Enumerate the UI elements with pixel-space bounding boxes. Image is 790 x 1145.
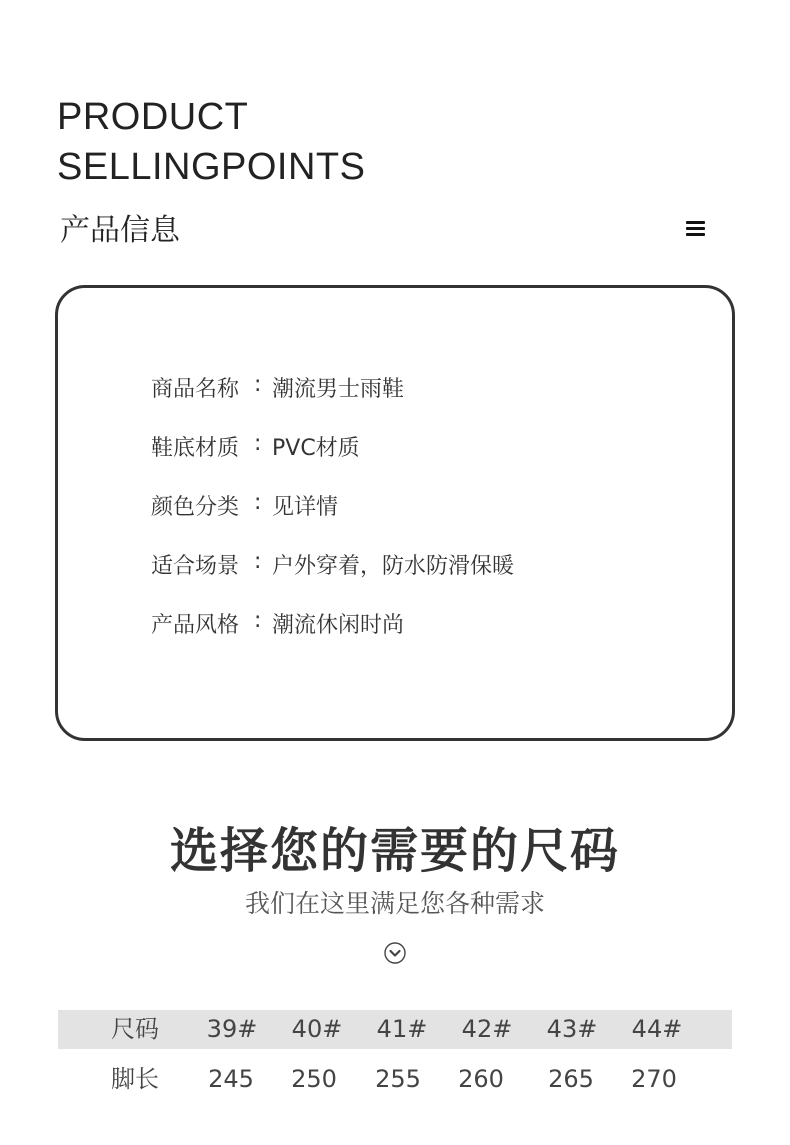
product-info-card [55, 285, 735, 741]
info-colon: : [254, 608, 262, 633]
info-row [151, 372, 514, 431]
size-table-header-row [58, 1010, 732, 1049]
info-key: 鞋底材质 [151, 436, 240, 461]
info-row [151, 490, 514, 549]
size-table [58, 1010, 732, 1099]
size-table-length-row [58, 1060, 732, 1099]
length-cell: 250 [291, 1065, 337, 1093]
info-row [151, 549, 514, 608]
title-line-sellingpoints: SELLINGPOINTS [57, 146, 366, 188]
size-header-label: 尺码 [111, 1015, 159, 1043]
length-row-label: 脚长 [111, 1065, 159, 1093]
menu-icon[interactable] [686, 221, 705, 237]
info-colon: : [254, 549, 262, 574]
english-title [57, 92, 365, 192]
info-value: 潮流男士雨鞋 [272, 377, 405, 402]
size-section-heading: 选择您的需要的尺码 [169, 823, 620, 879]
info-key: 产品风格 [151, 613, 240, 638]
length-cell: 265 [548, 1065, 594, 1093]
info-value: 户外穿着，防水防滑保暖 [272, 554, 515, 579]
title-line-product: PRODUCT [57, 96, 249, 138]
info-row [151, 608, 514, 667]
size-cell: 39# [206, 1015, 258, 1043]
length-cell: 255 [375, 1065, 421, 1093]
info-colon: : [254, 490, 262, 515]
info-colon: : [254, 372, 262, 397]
size-cell: 41# [376, 1015, 428, 1043]
chevron-down-circle-icon[interactable] [384, 942, 406, 964]
info-row [151, 431, 514, 490]
length-cell: 245 [208, 1065, 254, 1093]
section-title-product-info: 产品信息 [60, 213, 180, 248]
size-cell: 40# [291, 1015, 343, 1043]
info-key: 颜色分类 [151, 495, 240, 520]
info-value: PVC材质 [272, 436, 360, 461]
size-cell: 43# [546, 1015, 598, 1043]
length-cell: 270 [631, 1065, 677, 1093]
info-colon: : [254, 431, 262, 456]
info-value: 见详情 [272, 495, 339, 520]
length-cell: 260 [458, 1065, 504, 1093]
info-value: 潮流休闲时尚 [272, 613, 405, 638]
size-cell: 42# [461, 1015, 513, 1043]
info-key: 商品名称 [151, 377, 240, 402]
size-section-subheading: 我们在这里满足您各种需求 [244, 889, 545, 918]
product-info-list [151, 372, 514, 667]
info-key: 适合场景 [151, 554, 240, 579]
size-cell: 44# [631, 1015, 683, 1043]
